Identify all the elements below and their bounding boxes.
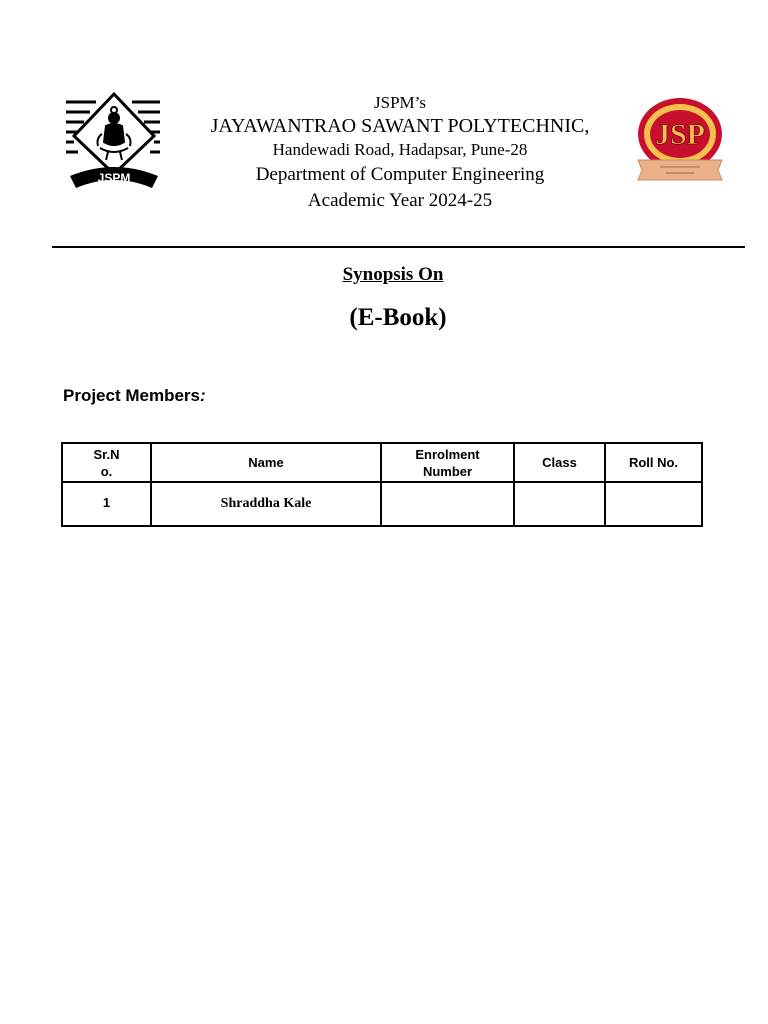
synopsis-heading: Synopsis On (342, 264, 444, 285)
project-members-colon: : (200, 386, 206, 405)
project-members-heading (63, 386, 206, 406)
jspm-logo-text: JSPM (97, 171, 131, 185)
header-divider (52, 246, 745, 248)
table-header-row (62, 443, 702, 482)
column-header-roll-no: Roll No. (605, 443, 702, 482)
column-header-name: Name (151, 443, 381, 482)
project-members-label: Project Members (63, 386, 200, 405)
cell-sr-no: 1 (62, 482, 151, 526)
table-row (62, 482, 702, 526)
project-title: (E-Book) (349, 304, 447, 331)
column-header-sr-no (62, 443, 151, 482)
sr-no-header-line1: Sr.N (93, 446, 120, 462)
college-name: JAYAWANTRAO SAWANT POLYTECHNIC, (210, 115, 590, 137)
cell-class (514, 482, 605, 526)
enrolment-header-line2: Number (422, 463, 473, 479)
department-name: Department of Computer Engineering (255, 164, 545, 185)
cell-name: Shraddha Kale (151, 482, 381, 526)
org-name: JSPM’s (374, 93, 426, 112)
jspm-logo (62, 90, 166, 194)
members-table (61, 442, 703, 527)
academic-year: Academic Year 2024-25 (307, 190, 493, 211)
jsp-logo-text: JSP (654, 118, 706, 151)
jsp-seal-icon (632, 94, 728, 190)
jspm-saraswati-emblem-icon (62, 90, 166, 194)
column-header-enrolment (381, 443, 514, 482)
jsp-logo (632, 94, 728, 190)
enrolment-header-line1: Enrolment (415, 446, 480, 462)
institution-header (180, 92, 620, 214)
cell-enrolment (381, 482, 514, 526)
sr-no-header-line2: o. (100, 463, 113, 479)
college-address: Handewadi Road, Hadapsar, Pune-28 (272, 140, 528, 159)
cell-roll-no (605, 482, 702, 526)
column-header-class: Class (514, 443, 605, 482)
